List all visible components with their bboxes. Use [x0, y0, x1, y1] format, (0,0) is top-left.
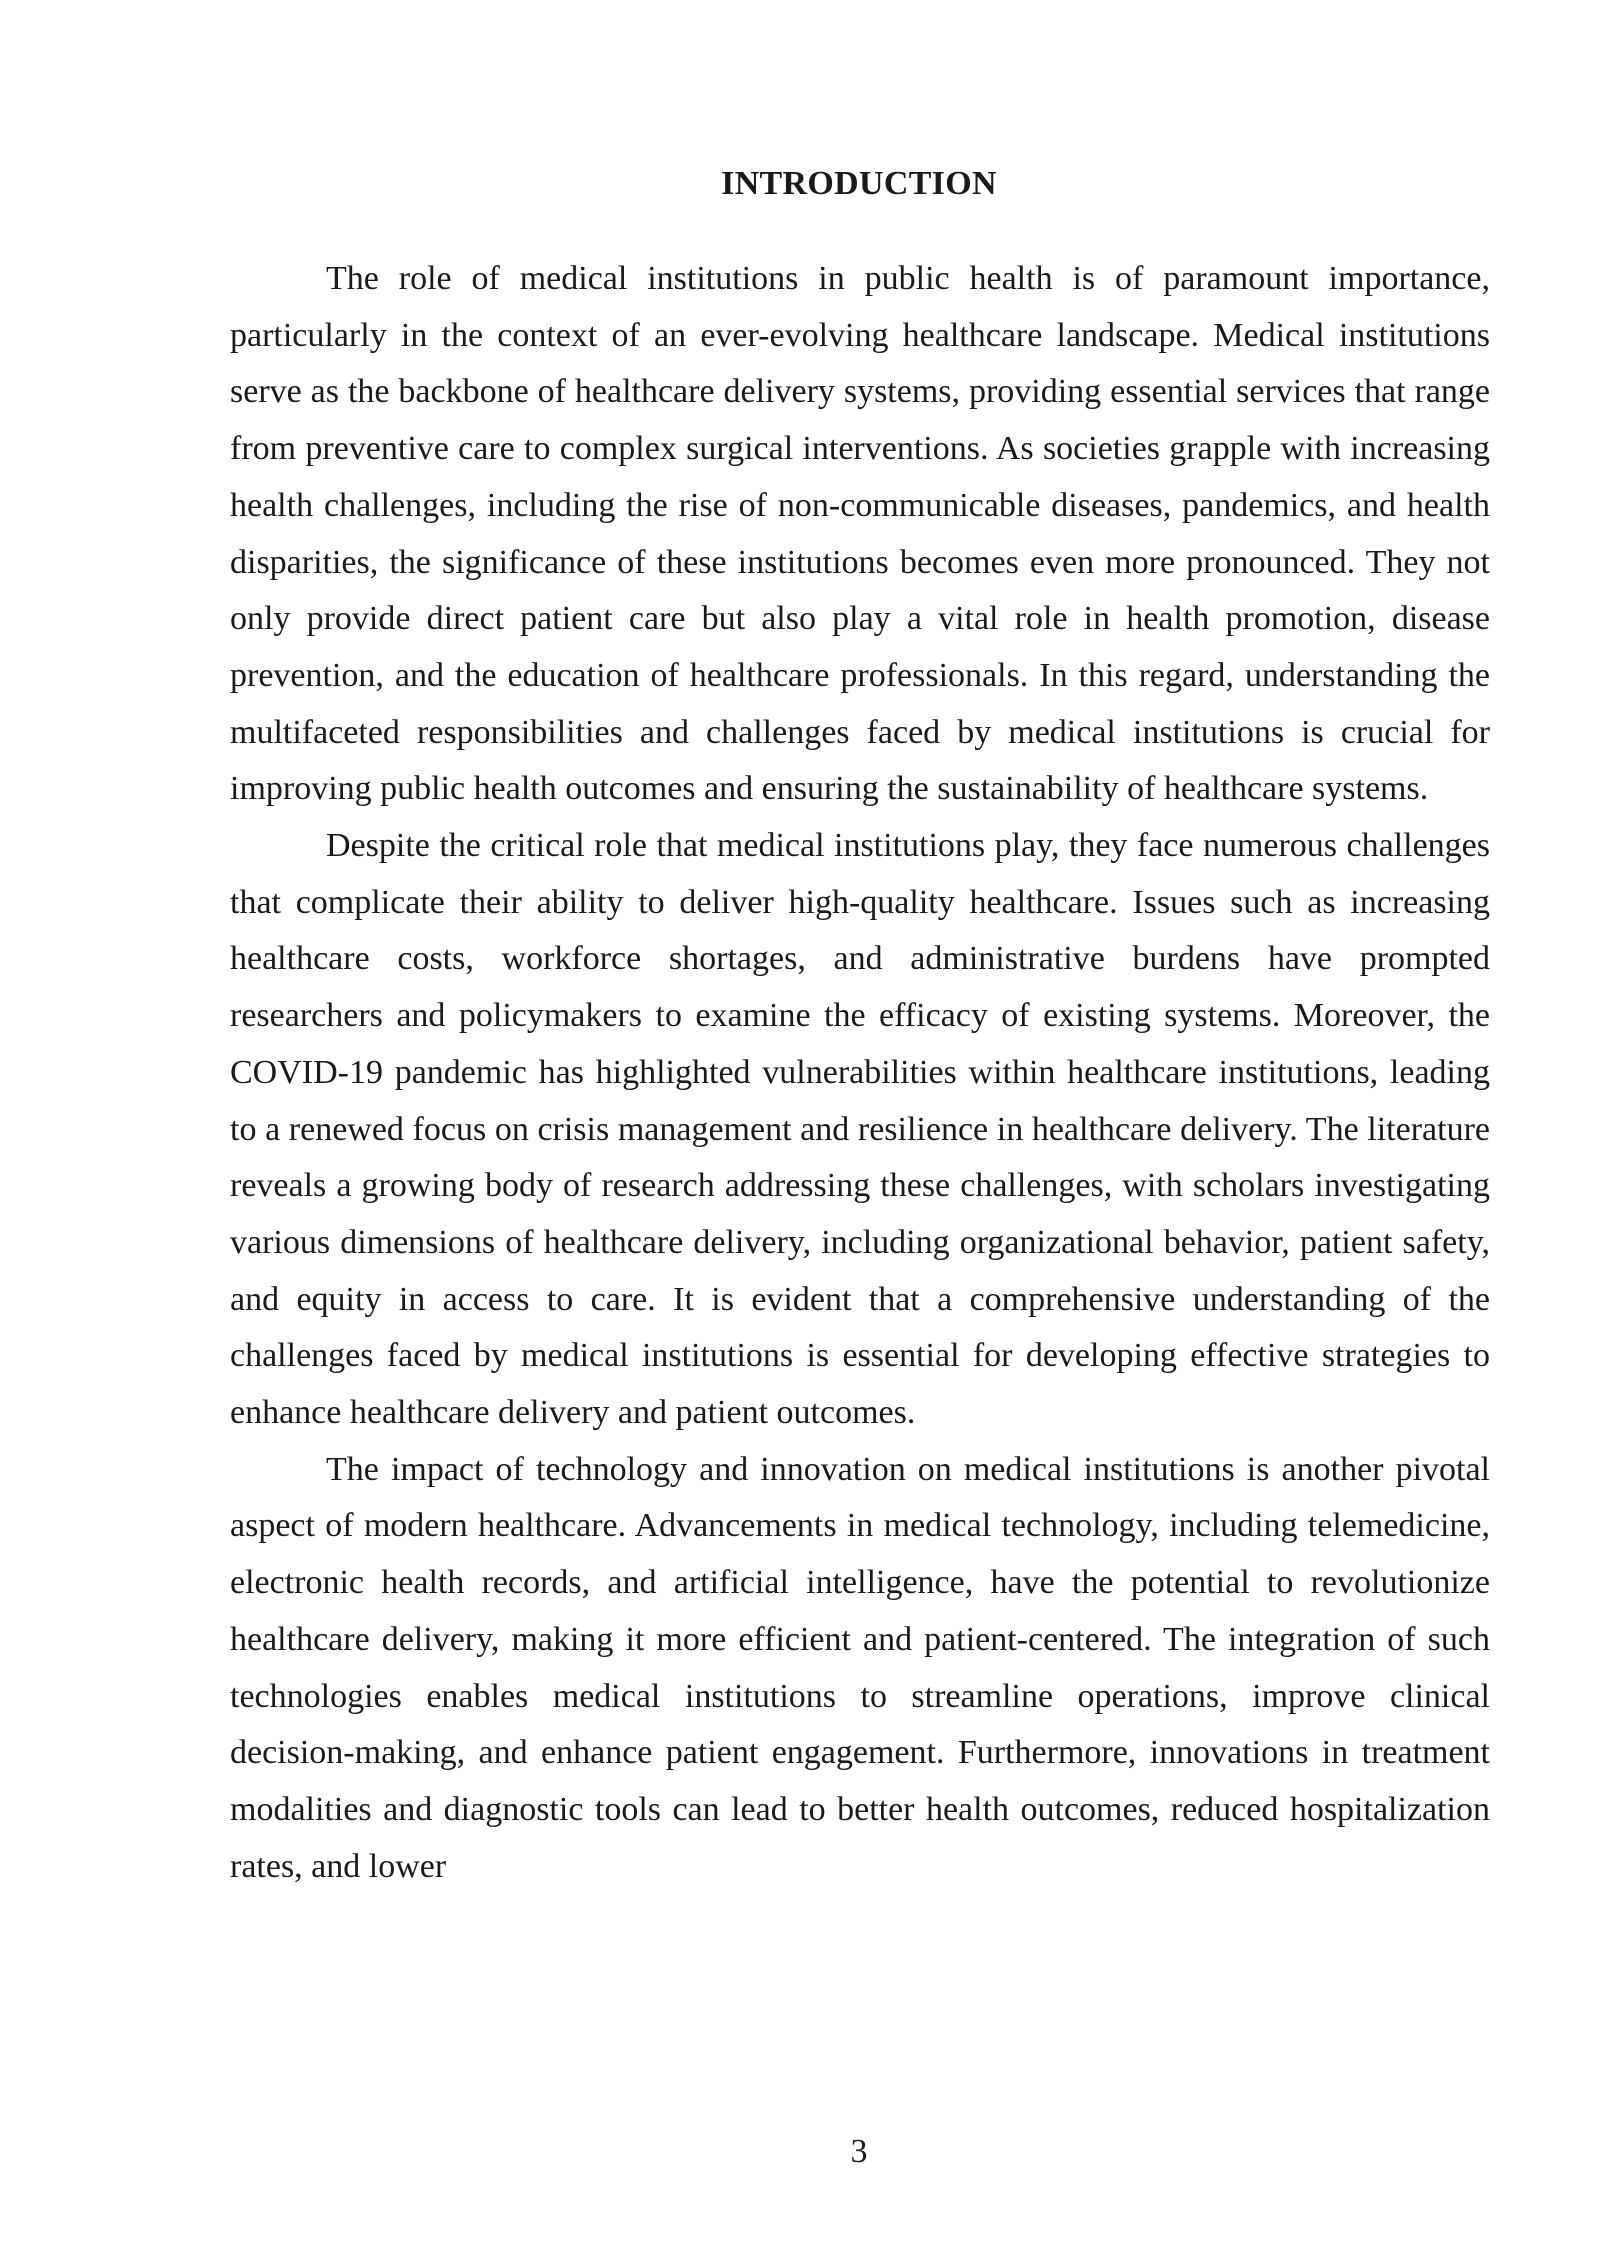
paragraph: The role of medical institutions in public health is of paramount importance, particularly in the context of an ever-evolving healthcare landscape. Medical institutions serve as the backbone of healthcare delivery systems, providing essential services that range from preventive care to complex surgical interventions. As societies grapple with increasing health challenges, including the rise of non-communicable diseases, pandemics, and health disparities, the significance of these institutions becomes even more pronounced. They not only provide direct patient care but also play a vital role in health promotion, disease prevention, and the education of healthcare professionals. In this regard, understanding the multifaceted responsibilities and challenges faced by medical institutions is crucial for improving public health outcomes and ensuring the sustainability of healthcare systems.: [230, 260, 1490, 808]
section-heading: INTRODUCTION: [721, 165, 997, 202]
page-number: 3: [850, 2133, 868, 2170]
paragraph: The impact of technology and innovation on medical institutions is another pivotal aspect of modern healthcare. Advancements in medical technology, including telemedicine, electronic health records, and artificial intelligence, have the potential to revolutionize healthcare delivery, making it more efficient and patient-centered. The integration of such technologies enables medical institutions to streamline operations, improve clinical decision-making, and enhance patient engagement. Furthermore, innovations in treatment modalities and diagnostic tools can lead to better health outcomes, reduced hospitalization rates, and lower: [230, 1450, 1490, 1885]
body-text: [230, 251, 1490, 1895]
paragraph: Despite the critical role that medical institutions play, they face numerous challenges that complicate their ability to deliver high-quality healthcare. Issues such as increasing healthcare costs, workforce shortages, and administrative burdens have prompted researchers and policymakers to examine the efficacy of existing systems. Moreover, the COVID-19 pandemic has highlighted vulnerabilities within healthcare institutions, leading to a renewed focus on crisis management and resilience in healthcare delivery. The literature reveals a growing body of research addressing these challenges, with scholars investigating various dimensions of healthcare delivery, including organizational behavior, patient safety, and equity in access to care. It is evident that a comprehensive understanding of the challenges faced by medical institutions is essential for developing effective strategies to enhance healthcare delivery and patient outcomes.: [230, 827, 1490, 1432]
